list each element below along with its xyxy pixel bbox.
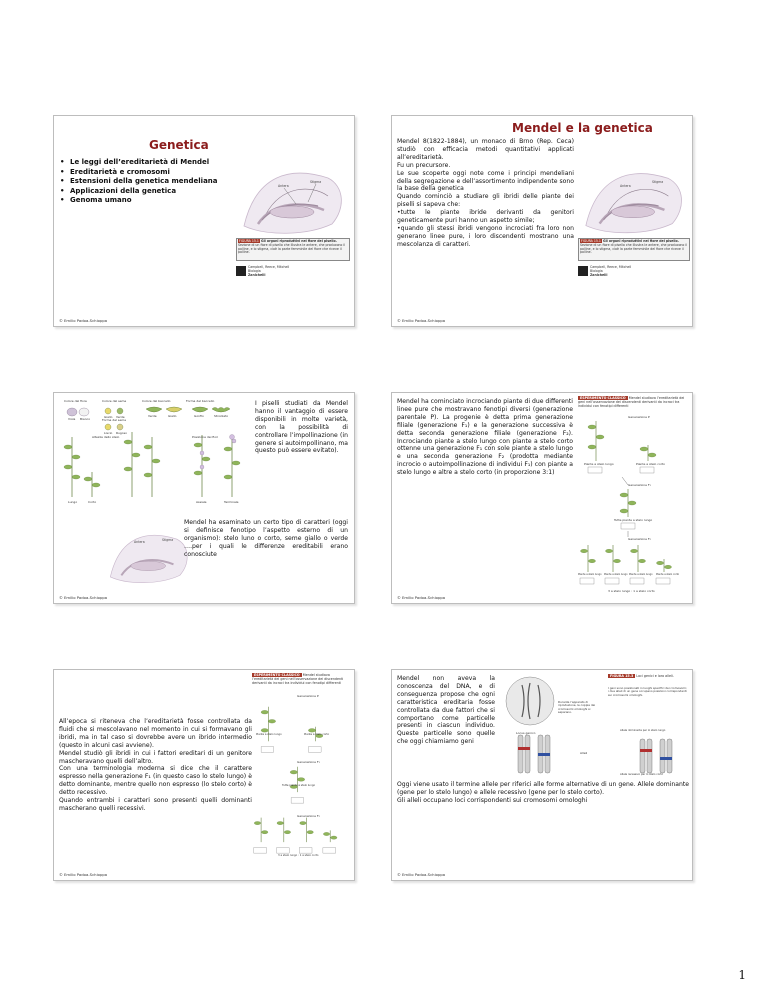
trait-value: Rugoso xyxy=(116,431,127,435)
figure-tag: FIGURA 15.3 xyxy=(610,674,634,678)
slide-mendel-e-la-genetica xyxy=(391,115,693,327)
paragraph-bottom xyxy=(397,781,689,805)
pea-flower-figure xyxy=(236,166,350,296)
cross-experiment-illustration xyxy=(252,674,352,874)
trait-value: Lungo xyxy=(68,500,78,504)
paragraph: Quando entrambi i caratteri sono presenti quelli dominanti mascherano quelli recessivi. xyxy=(59,797,252,812)
list-item: • Le leggi dell’ereditarietà di Mendel xyxy=(60,158,238,167)
figure-tag: FIGURA 15.1 xyxy=(581,239,601,243)
ratio-label: 3 a stelo lungo : 1 a stelo corto xyxy=(278,854,319,857)
publisher-block xyxy=(236,266,289,278)
trait-value: Assiale xyxy=(196,500,207,504)
anther-label: Antera xyxy=(134,540,145,544)
generation-label: Generazione P xyxy=(297,694,319,698)
gene-loci-figure xyxy=(500,673,690,781)
slide-pea-traits xyxy=(53,392,355,604)
trait-value: Verde xyxy=(148,414,157,418)
slide-generations xyxy=(391,392,693,604)
list-item: • Ereditarietà e cromosomi xyxy=(60,168,238,177)
slide-footer: © Emilio Padoa-Schioppa xyxy=(59,872,108,877)
figure-text: I geni sono posizionati in luoghi specifici dei cromosomi; i due alleli di un gene occupano posizioni corrispondenti sui cromosomi omologhi. xyxy=(608,686,687,697)
anther-label: Antera xyxy=(620,184,631,188)
pea-flower-figure xyxy=(578,166,690,296)
publisher-logo xyxy=(236,266,246,276)
paragraph: Fu un precursore. xyxy=(397,161,451,169)
figure-header-text: Loci genici e loro alleli. xyxy=(636,674,674,678)
trait-value: Verde xyxy=(116,415,125,419)
paragraph-top: Mendel non aveva la conoscenza del DNA, e di conseguenza propose che ogni caratteristica ereditaria fosse controllata da due fattori che si comportano come particelle presenti in ciascun individuo. Queste particelle sono quelle che oggi chiamiamo geni xyxy=(397,675,495,746)
trait-heading: Colore del fiore xyxy=(64,399,87,403)
figure-tag: ESPERIMENTO CLASSICO xyxy=(254,673,300,677)
figure-tag: ESPERIMENTO CLASSICO xyxy=(580,396,626,400)
anther-label: Antera xyxy=(278,184,289,188)
traits-figure xyxy=(62,397,257,507)
trait-value: Bianco xyxy=(80,417,91,421)
figure-caption xyxy=(578,238,690,261)
trait-value: Terminale xyxy=(224,500,239,504)
plant-label: Piante a stelo lungo xyxy=(629,573,653,576)
paragraph: Oggi viene usato il termine allele per riferici alle forme alternative di un gene. Allele dominante (gene per lo stelo lungo) e allele recessivo (gene per lo stelo corto). xyxy=(397,781,689,796)
allele-label: Allele recessivo per lo stelo corto xyxy=(620,773,663,776)
figure-text: Durante l’apparato di riproduzione, le coppie dei cromosomi omologhi si separano. xyxy=(558,700,596,715)
paragraph: Quando cominciò a studiare gli ibridi delle piante dei piselli si sapeva che: xyxy=(397,193,574,209)
stigma-label: Stigma xyxy=(652,180,664,184)
trait-value: Liscio xyxy=(104,431,113,435)
topic-list xyxy=(60,158,238,206)
paragraph: All’epoca si riteneva che l’ereditarietà fosse controllata da fluidi che si mescolavano nel momento in cui si formavano gli ibridi, ma in tal caso si dovrebbe avere un ibrido intermedio (questo in alcuni casi avviene). xyxy=(59,718,252,749)
locus-label: Locus genico xyxy=(516,731,536,735)
plant-label: Piante a stelo corto xyxy=(636,462,666,466)
figure-tag: FIGURA 15.1 xyxy=(239,239,259,243)
paragraph-right: I piselli studiati da Mendel hanno il vantaggio di essere disponibili in molte varietà, con la possibilità di controllare l’impollinazione (in genere si autoimpollinano, ma questo può essere evitato). xyxy=(255,400,348,455)
figure-header-text: Mendel studiava l’ereditarietà dei geni nell’osservazione dei discendenti derivanti da incroci tra individui con fenotipi differenti xyxy=(252,673,344,685)
plant-label: Piante a stelo lungo xyxy=(604,573,628,576)
trait-heading: Altezza dello stelo xyxy=(92,435,120,439)
cross-experiment-figure xyxy=(578,397,688,597)
slide-body xyxy=(397,138,574,249)
generation-label: Generazione F₁ xyxy=(297,760,320,764)
figure-caption-title: Gli organi riproduttivi nel fiore del pisello. xyxy=(602,239,679,243)
figure-caption-title: Gli organi riproduttivi nel fiore del pisello. xyxy=(260,239,337,243)
pea-flower-illustration xyxy=(578,166,690,238)
paragraph: Mendel 8(1822-1884), un monaco di Brno (Rep. Ceca) studiò con efficacia metodi quantitativi applicati all’ereditarietà. xyxy=(397,138,574,161)
trait-heading: Forma del seme xyxy=(102,418,127,422)
slide-footer: © Emilio Padoa-Schioppa xyxy=(397,595,446,600)
slide-alleles xyxy=(391,669,693,881)
paragraph: •quando gli stessi ibridi vengono incrociati fra loro non generano linee pure, i loro discendenti mostrano una mescolanza di caratteri. xyxy=(397,224,574,248)
trait-value: Strozzato xyxy=(214,414,229,418)
generation-label: Generazione F₁ xyxy=(628,483,651,487)
trait-value: Viola xyxy=(68,417,76,421)
slide-footer: © Emilio Padoa-Schioppa xyxy=(59,595,108,600)
trait-value: Gonfio xyxy=(194,414,204,418)
publisher-book: Biologia xyxy=(248,268,261,273)
trait-heading: Posizione dei fiori xyxy=(192,435,219,439)
plant-label: Piante a stelo lungo xyxy=(584,462,614,466)
alleles-label: Alleli xyxy=(580,751,588,755)
publisher-logo xyxy=(578,266,588,276)
publisher-book: Biologia xyxy=(590,268,603,273)
paragraph-bottom: Mendel ha esaminato un certo tipo di caratteri (oggi si definisce fenotipo l’aspetto esterno di un organismo): stelo luno o corto, seme giallo o verde ….per i quali le differenze ereditabili erano conosciute xyxy=(184,519,348,558)
cross-experiment-figure xyxy=(252,674,352,874)
figure-caption-text: Sezione di un fiore di pisello che illustra le antere, che producono il polline, e lo stigma, cioè la parte femminile del fiore che riceve il polline. xyxy=(580,242,688,255)
slide-dominance xyxy=(53,669,355,881)
plant-label: Piante a stelo corto xyxy=(656,573,680,576)
trait-value: Corto xyxy=(88,500,97,504)
slide-body: Mendel ha cominciato incrociando piante di due differenti linee pure che mostravano fenotipi diversi (generazione parentale P). La progenie è detta prima generazione filiale (generazione F₁) e la generazione successiva è detta seconda generazione filiale (generazione F₂). Incrociando piante a stelo lungo con piante a stelo corto ottenne una generazione F₁ con sole piante a stelo lungo e una seconda generazione F₂ (prodotta mediante incrocio o autoimpollinazione di individui F₁) con piante a stelo lungo e altre a stelo corto (in proporzione 3:1) xyxy=(397,398,573,477)
figure-header-text: Mendel studiava l’ereditarietà dei geni nell’osservazione dei discendenti derivanti da incroci tra individui con fenotipi differenti xyxy=(578,396,685,408)
plant-label: Tutte piante a stelo lungo xyxy=(282,784,316,787)
paragraph: Con una terminologia moderna si dice che il carattere espresso nella generazione F₁ (in questo caso lo stelo lungo) è detto dominante, mentre quello non espresso (lo stelo corto) è detto recessivo. xyxy=(59,765,252,797)
slide-title: Genetica xyxy=(149,138,209,152)
figure-caption-text: Sezione di un fiore di pisello che illustra le antere, che producono il polline, e lo stigma, cioè la parte femminile del fiore che riceve il polline. xyxy=(238,242,346,255)
paragraph: Gli alleli occupano loci corrispondenti sui cromosomi omologhi xyxy=(397,796,588,804)
flower-figure-small xyxy=(104,528,194,588)
ratio-label: 3 a stelo lungo : 1 a stelo corto xyxy=(608,589,655,593)
paragraph: Le sue scoperte oggi note come i principi mendeliani della segregazione e dell’assortimento indipendente sono la base della genetica xyxy=(397,169,574,193)
paragraph: Mendel studiò gli ibridi in cui i fattori ereditari di un genitore mascheravano quelli dell’altro. xyxy=(59,749,252,765)
slide-title: Mendel e la genetica xyxy=(512,121,653,135)
generation-label: Generazione F₂ xyxy=(628,537,651,541)
trait-heading: Colore del seme xyxy=(102,399,127,403)
publisher-name: Zanichelli xyxy=(248,272,266,277)
publisher-authors: Campbell, Reece, Mitchell xyxy=(248,265,290,269)
stigma-label: Stigma xyxy=(310,180,322,184)
plant-label: Piante a stelo lungo xyxy=(256,733,282,736)
stigma-label: Stigma xyxy=(162,538,174,542)
publisher-name: Zanichelli xyxy=(590,272,608,277)
cross-experiment-illustration xyxy=(578,397,688,597)
publisher-authors: Campbell, Reece, Mitchell xyxy=(590,265,632,269)
plant-label: Piante a stelo corto xyxy=(304,733,330,736)
trait-value: Giallo xyxy=(168,414,177,418)
figure-caption xyxy=(236,238,350,261)
trait-heading: Forma del baccello xyxy=(186,399,215,403)
publisher-block xyxy=(578,266,631,278)
list-item: • Genoma umano xyxy=(60,196,238,205)
plant-label: Piante a stelo lungo xyxy=(578,573,602,576)
slide-footer: © Emilio Padoa-Schioppa xyxy=(397,872,446,877)
slide-body xyxy=(59,718,252,813)
generation-label: Generazione P xyxy=(628,415,650,419)
pea-flower-illustration xyxy=(236,166,350,238)
allele-label: Allele dominante per lo stelo lungo xyxy=(620,729,666,732)
pea-flower-illustration xyxy=(104,528,194,588)
plant-label: Tutte piante a stelo lungo xyxy=(614,518,653,522)
list-item: • Applicazioni della genetica xyxy=(60,187,238,196)
trait-heading: Colore del baccello xyxy=(142,399,171,403)
trait-value: Giallo xyxy=(104,415,113,419)
figure-header xyxy=(608,675,688,679)
page-number: 1 xyxy=(738,968,746,982)
list-item: • Estensioni della genetica mendeliana xyxy=(60,177,238,186)
slide-footer: © Emilio Padoa-Schioppa xyxy=(59,318,108,323)
paragraph: •tutte le piante ibride derivanti da genitori geneticamente puri hanno un aspetto simile; xyxy=(397,209,574,225)
slide-genetica xyxy=(53,115,355,327)
slide-footer: © Emilio Padoa-Schioppa xyxy=(397,318,446,323)
generation-label: Generazione F₂ xyxy=(297,814,320,818)
